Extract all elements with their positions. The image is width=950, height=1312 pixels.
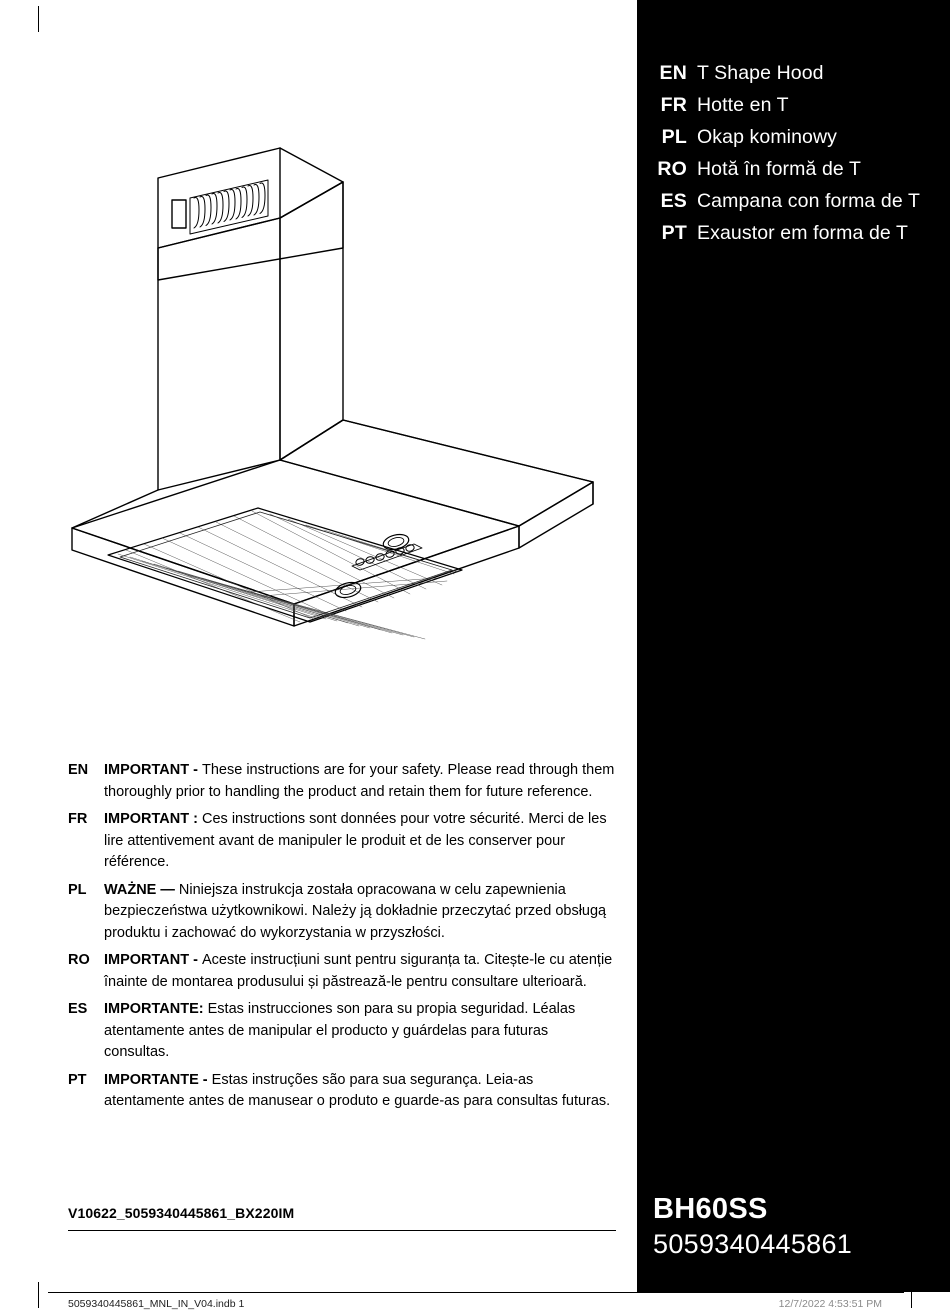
notice-body xyxy=(104,760,616,803)
notice-item xyxy=(68,1070,616,1113)
notice-body-text: Estas instrucciones son para su propia seguridad. Léalas atentamente antes de manipular el producto y guárdelas para futuras consultas. xyxy=(104,1001,576,1060)
document-id-rule xyxy=(68,1230,616,1231)
language-product-title: Campana con forma de T xyxy=(697,190,920,212)
notice-body xyxy=(104,1070,616,1113)
language-code: PT xyxy=(661,222,687,244)
notice-language-code: PL xyxy=(68,881,87,898)
page-footer xyxy=(0,1292,950,1312)
notice-item xyxy=(68,999,616,1064)
model-code: BH60SS xyxy=(653,1193,768,1225)
notice-item xyxy=(68,760,616,803)
language-row xyxy=(653,58,943,88)
language-row xyxy=(653,90,943,120)
footer-rule xyxy=(48,1292,904,1293)
model-number: 5059340445861 xyxy=(653,1229,853,1259)
notice-body-text: Ces instructions sont données pour votre sécurité. Merci de les lire attentivement avant de manipuler le produit et de les conserver pour référence. xyxy=(104,811,607,870)
language-code: FR xyxy=(660,94,687,116)
footer-timestamp: 12/7/2022 4:53:51 PM xyxy=(778,1298,882,1310)
language-title-list xyxy=(653,58,943,250)
notice-language-code: ES xyxy=(68,1001,88,1017)
notice-body-text: Aceste instrucțiuni sunt pentru siguranța ta. Citește-le cu atenție înainte de montarea produsului și păstrează-le pentru consultare ulterioară. xyxy=(104,952,613,990)
language-title-panel xyxy=(637,0,950,1292)
crop-mark-top-left xyxy=(38,6,39,32)
language-code: EN xyxy=(659,62,687,84)
language-code: ES xyxy=(660,190,687,212)
notice-item xyxy=(68,880,616,945)
notice-body-text: These instructions are for your safety. Please read through them thoroughly prior to handling the product and retain them for future reference. xyxy=(104,762,615,800)
document-id-block xyxy=(68,1205,616,1231)
notice-lead: WAŻNE — xyxy=(104,881,179,898)
language-row xyxy=(653,154,943,184)
notice-lead: IMPORTANTE - xyxy=(104,1071,212,1088)
notice-body-text: Estas instruções são para sua segurança. Leia-as atentamente antes de manusear o produto e guarde-as para consultas futuras. xyxy=(104,1071,611,1109)
language-product-title: Hotă în formă de T xyxy=(697,158,862,180)
notice-language-code: EN xyxy=(68,762,89,778)
notice-body xyxy=(104,999,616,1064)
notice-lead: IMPORTANT - xyxy=(104,762,202,778)
language-product-title: Exaustor em forma de T xyxy=(697,222,909,244)
language-row xyxy=(653,122,943,152)
notice-language-code: FR xyxy=(68,811,88,827)
language-product-title: Okap kominowy xyxy=(697,126,838,148)
language-code: RO xyxy=(657,158,687,180)
notice-body xyxy=(104,950,616,993)
notice-item xyxy=(68,950,616,993)
safety-notices xyxy=(68,760,616,1119)
product-illustration xyxy=(48,130,618,650)
notice-language-code: PT xyxy=(68,1071,87,1088)
notice-item xyxy=(68,809,616,874)
model-block xyxy=(653,1192,943,1260)
footer-file-name: 5059340445861_MNL_IN_V04.indb 1 xyxy=(68,1298,245,1310)
notice-lead: IMPORTANTE: xyxy=(104,1001,208,1017)
language-code: PL xyxy=(661,126,687,148)
notice-lead: IMPORTANT : xyxy=(104,811,202,827)
notice-body-text: Niniejsza instrukcja została opracowana w celu zapewnienia bezpieczeństwa użytkownikowi. Należy ją dokładnie przeczytać przed obsługą produktu i zachować do wykorzystania w przyszłości. xyxy=(104,881,607,941)
language-row xyxy=(653,186,943,216)
language-row xyxy=(653,218,943,248)
language-product-title: Hotte en T xyxy=(697,94,789,116)
notice-body xyxy=(104,809,616,874)
notice-lead: IMPORTANT - xyxy=(104,952,202,968)
notice-body xyxy=(104,880,616,945)
notice-language-code: RO xyxy=(68,952,90,968)
document-id: V10622_5059340445861_BX220IM xyxy=(68,1205,295,1221)
language-product-title: T Shape Hood xyxy=(697,62,824,84)
